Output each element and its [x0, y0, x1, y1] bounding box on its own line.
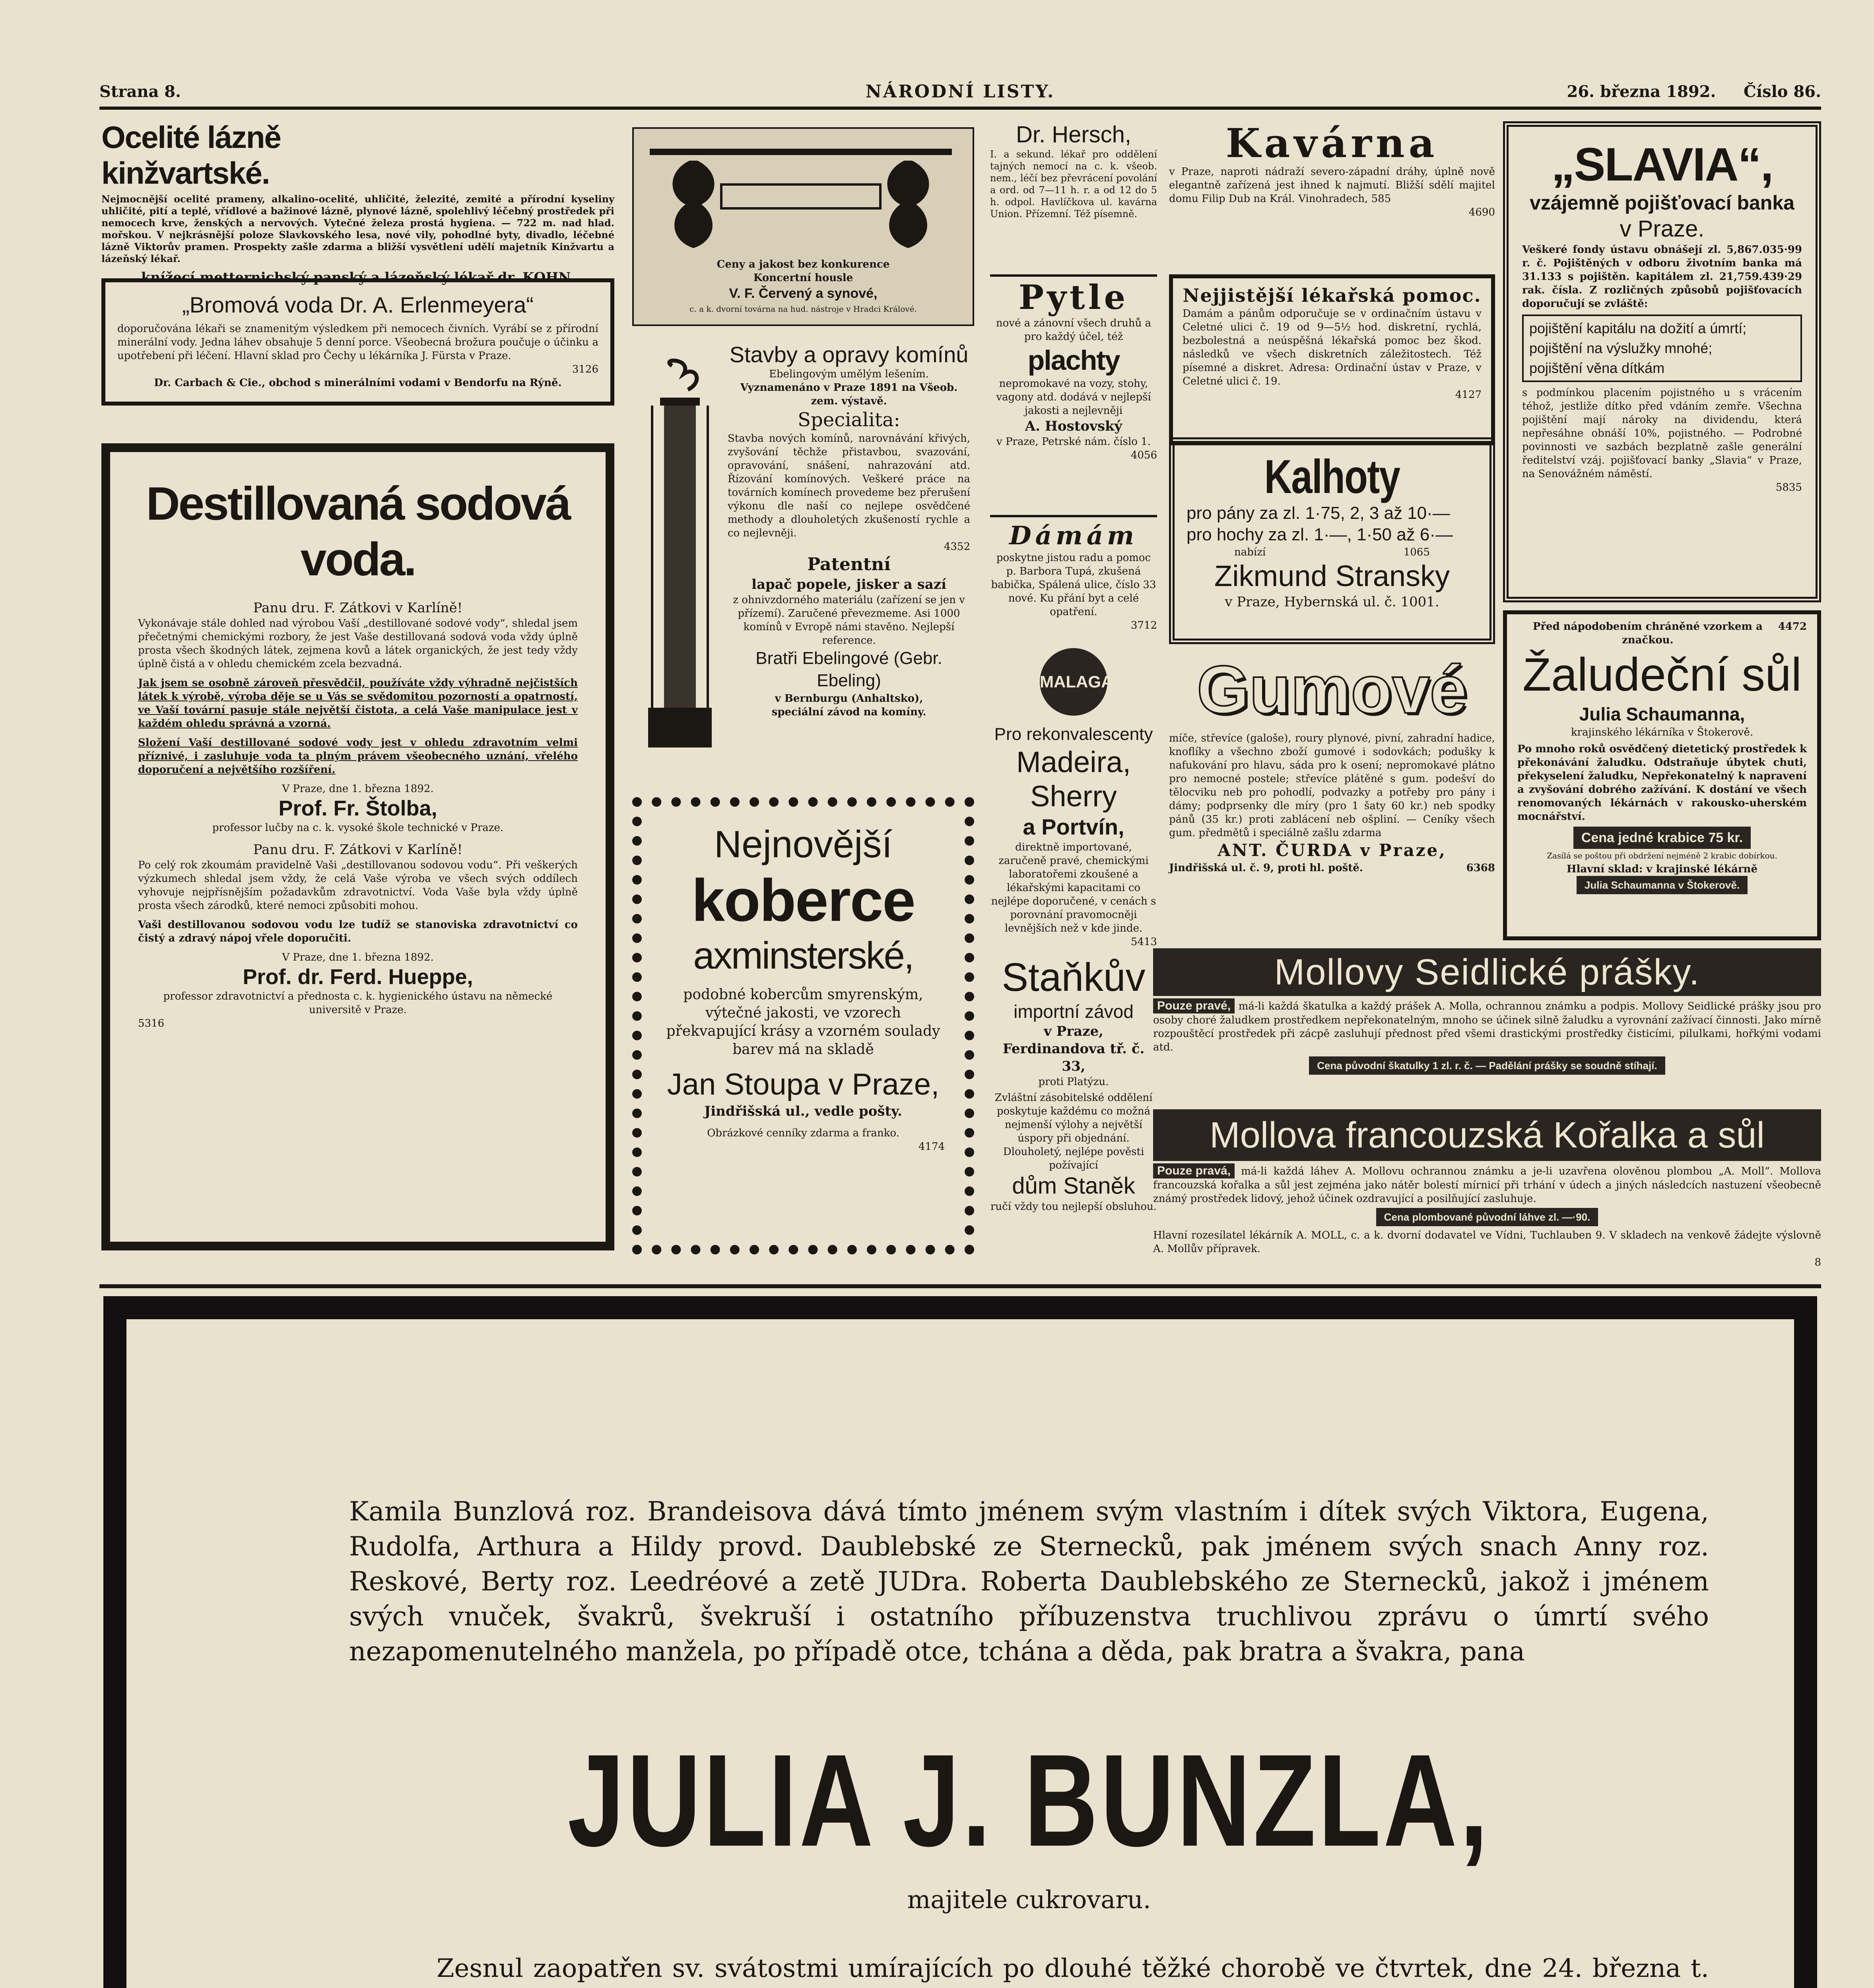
- bromova-title: „Bromová voda Dr. A. Erlenmeyera“: [182, 292, 534, 317]
- malaga-l1: Pro rekonvalescenty: [994, 724, 1153, 744]
- slavia-sub: vzájemně pojišťovací banka: [1530, 192, 1794, 214]
- koralka-lead: Pouze pravá,: [1153, 1163, 1235, 1178]
- kalhoty-title: Kalhoty: [1264, 450, 1400, 503]
- kalhoty-note: nabízí: [1234, 546, 1266, 558]
- slavia-code: 5835: [1775, 481, 1802, 493]
- pytle-text2: nepromokavé na vozy, stohy, vagony atd. dodává v nejlepší jakosti a nejlevněji: [996, 378, 1151, 417]
- masthead-rule: [99, 107, 1821, 110]
- chimney-illustration: [636, 358, 724, 755]
- slavia-city: v Praze.: [1620, 216, 1705, 242]
- kavarna-code: 4690: [1468, 206, 1495, 218]
- sodova-sig2-title: professor zdravotnictví a přednosta c. k. hygienického ústavu na německé universitě v Praze.: [163, 990, 553, 1016]
- ad-zaludecni: [1503, 610, 1821, 940]
- hersch-text: I. a sekund. lékař pro oddělení tajných nemocí na c. k. všeob. nem., léčí bez převrácení povolání a ord. od 7—11 h. r. a od 12 do 5 h. odpol. Havlíčkova ul. kavárna Union. Přízemní. Též písemně.: [990, 149, 1157, 219]
- chimney-firm-sub2: speciální závod na komíny.: [771, 706, 926, 718]
- obituary-intro: Kamila Bunzlová roz. Brandeisova dává tímto jménem svým vlastním i dítek svých Viktora, Eugena, Rudolfa, Arthura a Hildy provd. Daublebské ze Sternecků, pak jménem svých snach Anny roz. Reskové, Berty roz. Leedréové a zetě JUDra. Roberta Daublebského ze Sternecků, jakož i jménem svých vnuček, švakrů, švekruší i ostatního příbuzenstva truchlivou zprávu o úmrtí svého nezapomenutelného manžela, po případě otce, tchána a děda, pak bratra a švakra, pana: [349, 1496, 1709, 1667]
- zaludecni-sklad2: Julia Schaumanna v Štokerově.: [1577, 876, 1748, 894]
- pytle-text: nové a zánovní všech druhů a pro každý účel, též: [996, 317, 1152, 343]
- masthead: [99, 78, 1821, 105]
- violin-line2: Koncertní housle: [753, 272, 853, 284]
- ad-koralka: [1153, 1109, 1821, 1276]
- pytle-code: 4056: [1130, 449, 1157, 461]
- zaludecni-sklad: Hlavní sklad: v krajinské lékárně: [1566, 863, 1757, 875]
- ad-pytle: [990, 278, 1157, 513]
- damam-text: poskytne jistou radu a pomoc p. Barbora Tupá, zkušená babička, Spálená ulice, číslo 33 nové. Ku přání byt a celé opatření.: [991, 552, 1156, 618]
- chimney-patent-text: z ohnivzdorného materiálu (zařízení se jen v přízemí). Zaručené převezmeme. Asi 1000 komínů v Evropě námi stavěno. Nejlepší reference.: [733, 594, 965, 646]
- koberce-code: 4174: [918, 1141, 945, 1153]
- slavia-item: pojištění kapitálu na dožití a úmrtí;: [1529, 320, 1747, 336]
- koberce-l1: Nejnovější: [714, 823, 893, 866]
- bromova-code: 3126: [572, 363, 598, 375]
- malaga-code: 5413: [1130, 936, 1157, 948]
- lekarska-title: Nejjistější lékařská pomoc.: [1183, 285, 1482, 306]
- kalhoty-firm: Zikmund Stransky: [1214, 559, 1450, 592]
- zaludecni-author-sub: krajinského lékárníka v Štokerově.: [1571, 726, 1754, 738]
- malaga-l2: Madeira, Sherry: [1016, 746, 1131, 813]
- seidlicke-price: Cena původní škatulky 1 zl. r. č. — Padělání prášky se soudně stíhají.: [1309, 1056, 1665, 1075]
- sodova-p2: Jak jsem se osobně zároveň přesvědčil, používáte vždy výhradně nejčistších látek k výrobě, výroba děje se u Vás se svědomitou pozorností a opatrností, ve Vaší tovární pasuje stále největší čistota, a celá Vaše manipulace jest v každém ohledu správná a vzorná.: [138, 677, 578, 730]
- ad-kalhoty: [1169, 437, 1495, 644]
- stankuv-addr2: proti Platýzu.: [1038, 1076, 1109, 1088]
- slavia-text2: s podmínkou placením pojistného u s vrácením téhož, jestliže dítko před vdáním zemře. Všechna pojištění mají nároky na dividendu, která nepřesáhne obnáší 10%, pojistného. — Podrobné povinnosti ve sazbách bezplatně zašle generální ředitelství vzáj. pojišťovací banky „Slavia“ v Praze, na Senovážném náměstí.: [1522, 387, 1802, 480]
- violin-line1: Ceny a jakost bez konkurence: [717, 258, 890, 270]
- pytle-firm: A. Hostovský: [1025, 418, 1122, 434]
- obituary-body: [349, 1494, 1709, 1988]
- ad-hersch: [990, 121, 1157, 272]
- stankuv-dum: dům Staněk: [1012, 1173, 1135, 1199]
- gumove-text: míče, střevíce (galoše), roury plynové, pivní, zahradní hadice, knoflíky a všechno zboží gumové i sodovkách; podušky k nafukování pro hlavu, sáda pro k osení; nepromokavé plátno pro nemocné postele; střevíce plátěné s gum. podešví do tělocviku neb pro pohodlí, podvazky a potřeby pro pány i dámy; podprsenky dle míry (pro 1 šaty 60 kr.) neb spodky pánů (35 kr.) proti zablácení neb ošpliní. — Ceníky všech gum. předmětů i speciálně zašlu zdarma: [1169, 732, 1495, 839]
- stankuv-city: v Praze,: [1044, 1023, 1103, 1039]
- slavia-title: „SLAVIA“,: [1551, 138, 1773, 191]
- page-label: Strana 8.: [99, 82, 181, 101]
- chimney-patent: Patentní: [807, 554, 891, 575]
- damam-code: 3712: [1130, 619, 1157, 631]
- kavarna-text: v Praze, naproti nádraží severo-západní dráhy, úplně nově elegantně zařízená jest ihned k najmutí. Bližší sdělí majitel domu Filip Dub na Král. Vinohradech, 585: [1169, 166, 1495, 205]
- zaludecni-price: Cena jedné krabice 75 kr.: [1573, 827, 1751, 849]
- kalhoty-l2: pro hochy za zl. 1·—, 1·50 až 6·—: [1187, 525, 1453, 544]
- sodova-code: 5316: [138, 1017, 165, 1029]
- lekarska-code: 4127: [1455, 389, 1482, 401]
- pytle-title: Pytle: [1018, 278, 1129, 317]
- ad-gumove: [1169, 652, 1495, 942]
- kalhoty-note-row: [1187, 546, 1478, 559]
- zaludecni-pre: Před nápodobením chráněné vzorkem a značkou.: [1532, 621, 1763, 646]
- ocelite-title: Ocelité lázně kinžvartské.: [101, 120, 281, 190]
- deceased-name: JULIA J. BUNZLA,: [567, 1727, 1491, 1873]
- ad-chimney: [632, 342, 974, 779]
- chimney-firm-sub: v Bernburgu (Anhaltsko),: [775, 693, 923, 705]
- sodova-p1: Vykonávaje stále dohled nad výrobou Vaší „destillované sodové vody“, shledal jsem přečetnými chemickými rozbory, že jest Vaše destillovaná sodová voda vždy úplně prosta všech škodných látek, zejmena kovů a látek organických, že jest tedy vždy úplně čistá a v ohledu chemickém zcela bezvadná.: [138, 617, 578, 670]
- koberce-firm: Jan Stoupa v Praze,: [667, 1068, 940, 1101]
- ad-ocelite: [101, 119, 614, 285]
- sodova-p4: Po celý rok zkoumám pravidelně Vaši „destillovanou sodovou vodu“. Při veškerých výzkumech shledal jsem vždy, že celá Vaše výroba ve všech svých oddílech vyhovuje nejpřísnějším požadavkům zdravotnictví. Voda Vaše byla vždy úplně prosta všech zárodků, které nemoci způsobiti mohou.: [138, 859, 578, 912]
- violin-place: c. a k. dvorní továrna na hud. nástroje v Hradci Králové.: [689, 304, 917, 314]
- ad-bromova: [101, 278, 614, 406]
- gumove-addr-row: [1169, 861, 1495, 875]
- chimney-specialita: Specialita:: [798, 409, 900, 431]
- ad-malaga: [990, 644, 1157, 948]
- bromova-footer: Dr. Carbach & Cie., obchod s minerálními vodami v Bendorfu na Rýně.: [154, 377, 562, 389]
- ad-stankuv: [990, 954, 1157, 1256]
- ad-lekarska: [1169, 274, 1495, 445]
- chimney-sub1: Ebelingovým umělým lešením.: [769, 368, 929, 380]
- kalhoty-l1: pro pány za zl. 1·75, 2, 3 až 10·—: [1187, 503, 1450, 523]
- lekarska-text: Damám a pánům odporučuje se v ordinačním ústavu v Celetné ulici č. 19 od 9—5½ hod. diskretní, rychlá, bezbolestná a neúspěšná lékařská pomoc bez škod. následků ve všech diskretních záležitostech. Též písemné a diskret. Adresa: Ordinační ústav v Praze, v Celetné ulici č. 19.: [1183, 308, 1482, 387]
- violin-maker: V. F. Červený a synové,: [729, 286, 878, 301]
- sodova-p3: Složení Vaší destillované sodové vody jest v ohledu zdravotním velmi příznivé, i zasluhuje voda ta plným právem všeobecného uznání, vřelého doporučení a největšího rozšíření.: [138, 737, 578, 776]
- slavia-text: Veškeré fondy ústavu obnášejí zl. 5,867.035·99 r. č. Pojištěných v odboru životním banka má 31.133 s pojištěn. kapitálem zl. 21,759.439·29 rak. čísla. Z rozličných způsobů pojišťovacích doporučují se zvláště:: [1522, 244, 1802, 310]
- ad-sodova-voda: [101, 443, 614, 1250]
- stankuv-addr: Ferdinandova tř. č. 33,: [1002, 1041, 1145, 1074]
- zaludecni-author: Julia Schaumanna,: [1579, 704, 1745, 724]
- kalhoty-addr: v Praze, Hybernská ul. č. 1001.: [1225, 594, 1439, 610]
- malaga-text: direktně importované, zaručeně pravé, chemickými laboratořemi zkoušené a lékařskými kapacitami co nejlépe doporučené, v cenách s porovnání pravomocněji levnějších než v kde jinde.: [991, 841, 1156, 934]
- issue-info: [1503, 82, 1821, 101]
- ad-slavia: [1503, 121, 1821, 602]
- chimney-sub2: Vyznamenáno v Praze 1891 na Všeob. zem. výstavě.: [740, 382, 958, 407]
- section-divider: [99, 1284, 1821, 1288]
- stankuv-title: Staňkův: [1002, 955, 1146, 1000]
- koralka-text: má-li každá láhev A. Mollovu ochrannou známku a je-li uzavřena olověnou plombou „A. Moll“. Mollova francouzská kořalka a sůl jest zejména jako nátěr bolestí mírnicí při trhání v údech a jiných následcích nastuzení všeobecně známý prostředek lidový, jehož účinek ozdravující a posilňující zasluhuje.: [1153, 1165, 1822, 1205]
- sodova-sig2-date: V Praze, dne 1. března 1892.: [282, 951, 434, 963]
- seidlicke-text: má-li každá škatulka a každý prášek A. Molla, ochrannou známku a podpis. Mollovy Seidlické prášky jsou pro osoby choré žaludkem prostředkem nepřekonatelným, mnoho se účinek silně žaludku a vyrovnání zažívací činnosti. Jako mírně rozpouštěcí prostředek při zácpě zasluhují přednost před všemi drastickými prostředky čisticími, pilulkami, hořkými vodami atd.: [1153, 1000, 1821, 1053]
- divider: [990, 515, 1157, 517]
- koberce-l2: koberce: [691, 867, 915, 934]
- chimney-text: Stavba nových komínů, narovnávání křivých, zvyšování těchže přistavbou, svazování, opravování, snášení, nahrazování atd. Řízování komínových. Veškeré práce na továrních komínech provedeme bez přerušení výkonu dle naší co nejlepe osvědčené methody a dlouholetých zkušeností rychle a co nejlevněji.: [728, 433, 970, 539]
- gumove-code: 6368: [1466, 862, 1495, 874]
- kavarna-title: Kavárna: [1225, 120, 1439, 167]
- sodova-title: Destillovaná sodová voda.: [146, 478, 570, 586]
- zaludecni-title: Žaludeční sůl: [1523, 648, 1802, 701]
- damam-title: Dámám: [1009, 521, 1138, 551]
- gumove-title: Gumové: [1196, 652, 1468, 728]
- stankuv-text: Zvláštní zásobitelské oddělení poskytuje každému co možná nejmenší výlohy a největší úspory při objednání. Dlouholetý, nejlépe pověsti požívající: [994, 1092, 1153, 1171]
- ocelite-text: Nejmocnější ocelité prameny, alkalino-ocelité, uhličité, železité, zemité a přírodní kyseliny uhličité, pití a teplé, vřídlové a bažinové lázně, plynové lázně, spolehlivý léčebný prostředek při nemocech krve, ženských a nervových. Vytečné železa prostá hygiena. — 722 m. nad hlad. mořskou. V nejkrásnější poloze Slavkovského lesa, nové vily, pohodlné byty, divadlo, léčebné lázně Viktorův pramen. Prospekty zašle zdarma a bližší vysvětlení udělí majetník Kinžvartu a lázeňský lékař.: [101, 193, 614, 264]
- ad-violin: [632, 127, 974, 326]
- stankuv-note: ručí vždy tou nejlepší obsluhou.: [990, 1201, 1157, 1213]
- issue-number: Číslo 86.: [1744, 82, 1821, 101]
- ocelite-footer: knížecí metternichský panský a lázeňský lékař dr. KOHN.: [141, 270, 575, 285]
- pytle-addr: v Praze, Petrské nám. číslo 1.: [996, 436, 1151, 448]
- koberce-l3: axminsterské,: [693, 934, 913, 977]
- chimney-firm: Bratři Ebelingové (Gebr. Ebeling): [755, 648, 942, 690]
- malaga-label: MALAGA: [1040, 648, 1107, 716]
- sodova-p5: Vaši destillovanou sodovou vodu lze tudíž se stanoviska zdravotnictví co čistý a zdravý nápoj vřele doporučiti.: [138, 919, 578, 944]
- koralka-code: 8: [1814, 1256, 1821, 1268]
- stankuv-sub: importní závod: [1014, 1001, 1134, 1022]
- hersch-name: Dr. Hersch,: [1016, 122, 1132, 148]
- zaludecni-note: Zasílá se poštou při obdržení nejméně 2 krabic dobírkou.: [1547, 851, 1777, 860]
- ad-kavarna: [1169, 121, 1495, 260]
- divider: [990, 274, 1157, 277]
- sodova-p1-head: Panu dru. F. Zátkovi v Karlíně!: [253, 600, 463, 616]
- sodova-sig1-date: V Praze, dne 1. března 1892.: [282, 783, 434, 795]
- obituary-frame: [103, 1296, 1817, 1988]
- sodova-sig1-title: professor lučby na c. k. vysoké škole technické v Praze.: [212, 822, 504, 834]
- ad-koberce: [632, 797, 974, 1254]
- sodova-p4-head: Panu dru. F. Zátkovi v Karlíně!: [253, 842, 463, 858]
- zaludecni-code: 4472: [1778, 621, 1807, 633]
- slavia-item: pojištění věna dítkám: [1529, 360, 1665, 376]
- ad-seidlicke: [1153, 948, 1821, 1107]
- ad-damam: [990, 521, 1157, 640]
- violin-illustration: [642, 137, 960, 256]
- newspaper-title: NÁRODNÍ LISTY.: [865, 81, 1055, 102]
- koberce-text: podobné kobercům smyrenským, výtečné jakosti, ve vzorech překvapující krásy a vzorném soulady barev má na skladě: [666, 986, 940, 1058]
- bromova-text: doporučována lékaři se znamenitým výsledkem při nemocech čivních. Vyrábí se z přírodní minerální vody. Jedna láhev obsahuje 5 denní porce. Všeobecná brožura poučuje o účinku a upotřebení při léčení. Hlavní sklad pro Čechy u lékárníka J. Fürsta v Praze.: [117, 323, 598, 362]
- seidlicke-lead: Pouze pravé,: [1153, 998, 1235, 1013]
- gumove-addr: Jindřišská ul. č. 9, proti hl. poště.: [1169, 862, 1363, 874]
- chimney-patent-sub: lapač popele, jisker a sazí: [752, 577, 946, 592]
- koralka-title: Mollova francouzská Kořalka a sůl: [1153, 1109, 1821, 1161]
- pytle-plachty: plachty: [1027, 345, 1120, 376]
- sodova-sig1-name: Prof. Fr. Štolba,: [278, 796, 437, 820]
- koberce-addr: Jindřišská ul., vedle pošty.: [704, 1103, 902, 1119]
- slavia-list: [1522, 315, 1802, 382]
- seidlicke-title: Mollovy Seidlické prášky.: [1153, 948, 1821, 996]
- koberce-note: Obrázkové cenníky zdarma a franko.: [707, 1127, 899, 1139]
- obituary-p1: Zesnul zaopatřen sv. svátostmi umírajících po dlouhé těžké chorobě ve čtvrtek, dne 24. března t.: [437, 1954, 1709, 1983]
- deceased-role: majitele cukrovaru.: [907, 1885, 1151, 1914]
- zaludecni-text: Po mnoho roků osvědčený dietetický prostředek k překonávání žaludku. Odstraňuje úbytek chuti, překyselení žaludku, Nepřekonatelný k napravení a zvyšování dobrého zažívání. K dostání ve všech renomovaných lékárnách v rakousko-uherském mocnářství.: [1517, 743, 1807, 823]
- sodova-sig2-name: Prof. dr. Ferd. Hueppe,: [243, 965, 473, 989]
- zaludecni-pre-row: [1517, 620, 1807, 647]
- slavia-item: pojištění na výslužky mnohé;: [1529, 340, 1713, 356]
- koralka-sklad: Hlavní rozesílatel lékárník A. MOLL, c. a k. dvorní dodavatel ve Vídni, Tuchlauben 9. V skladech na venkově žádejte výslovně A. Mollův přípravek.: [1153, 1229, 1821, 1255]
- kalhoty-code: 1065: [1403, 546, 1430, 558]
- chimney-title: Stavby a opravy komínů: [729, 342, 969, 367]
- malaga-l3: a Portvín,: [1023, 814, 1124, 839]
- gumove-firm: ANT. ČURDA v Praze,: [1218, 841, 1447, 860]
- koralka-price: Cena plombované původní láhve zl. —·90.: [1376, 1208, 1598, 1226]
- chimney-code1: 4352: [944, 541, 970, 553]
- issue-date: 26. března 1892.: [1567, 82, 1716, 101]
